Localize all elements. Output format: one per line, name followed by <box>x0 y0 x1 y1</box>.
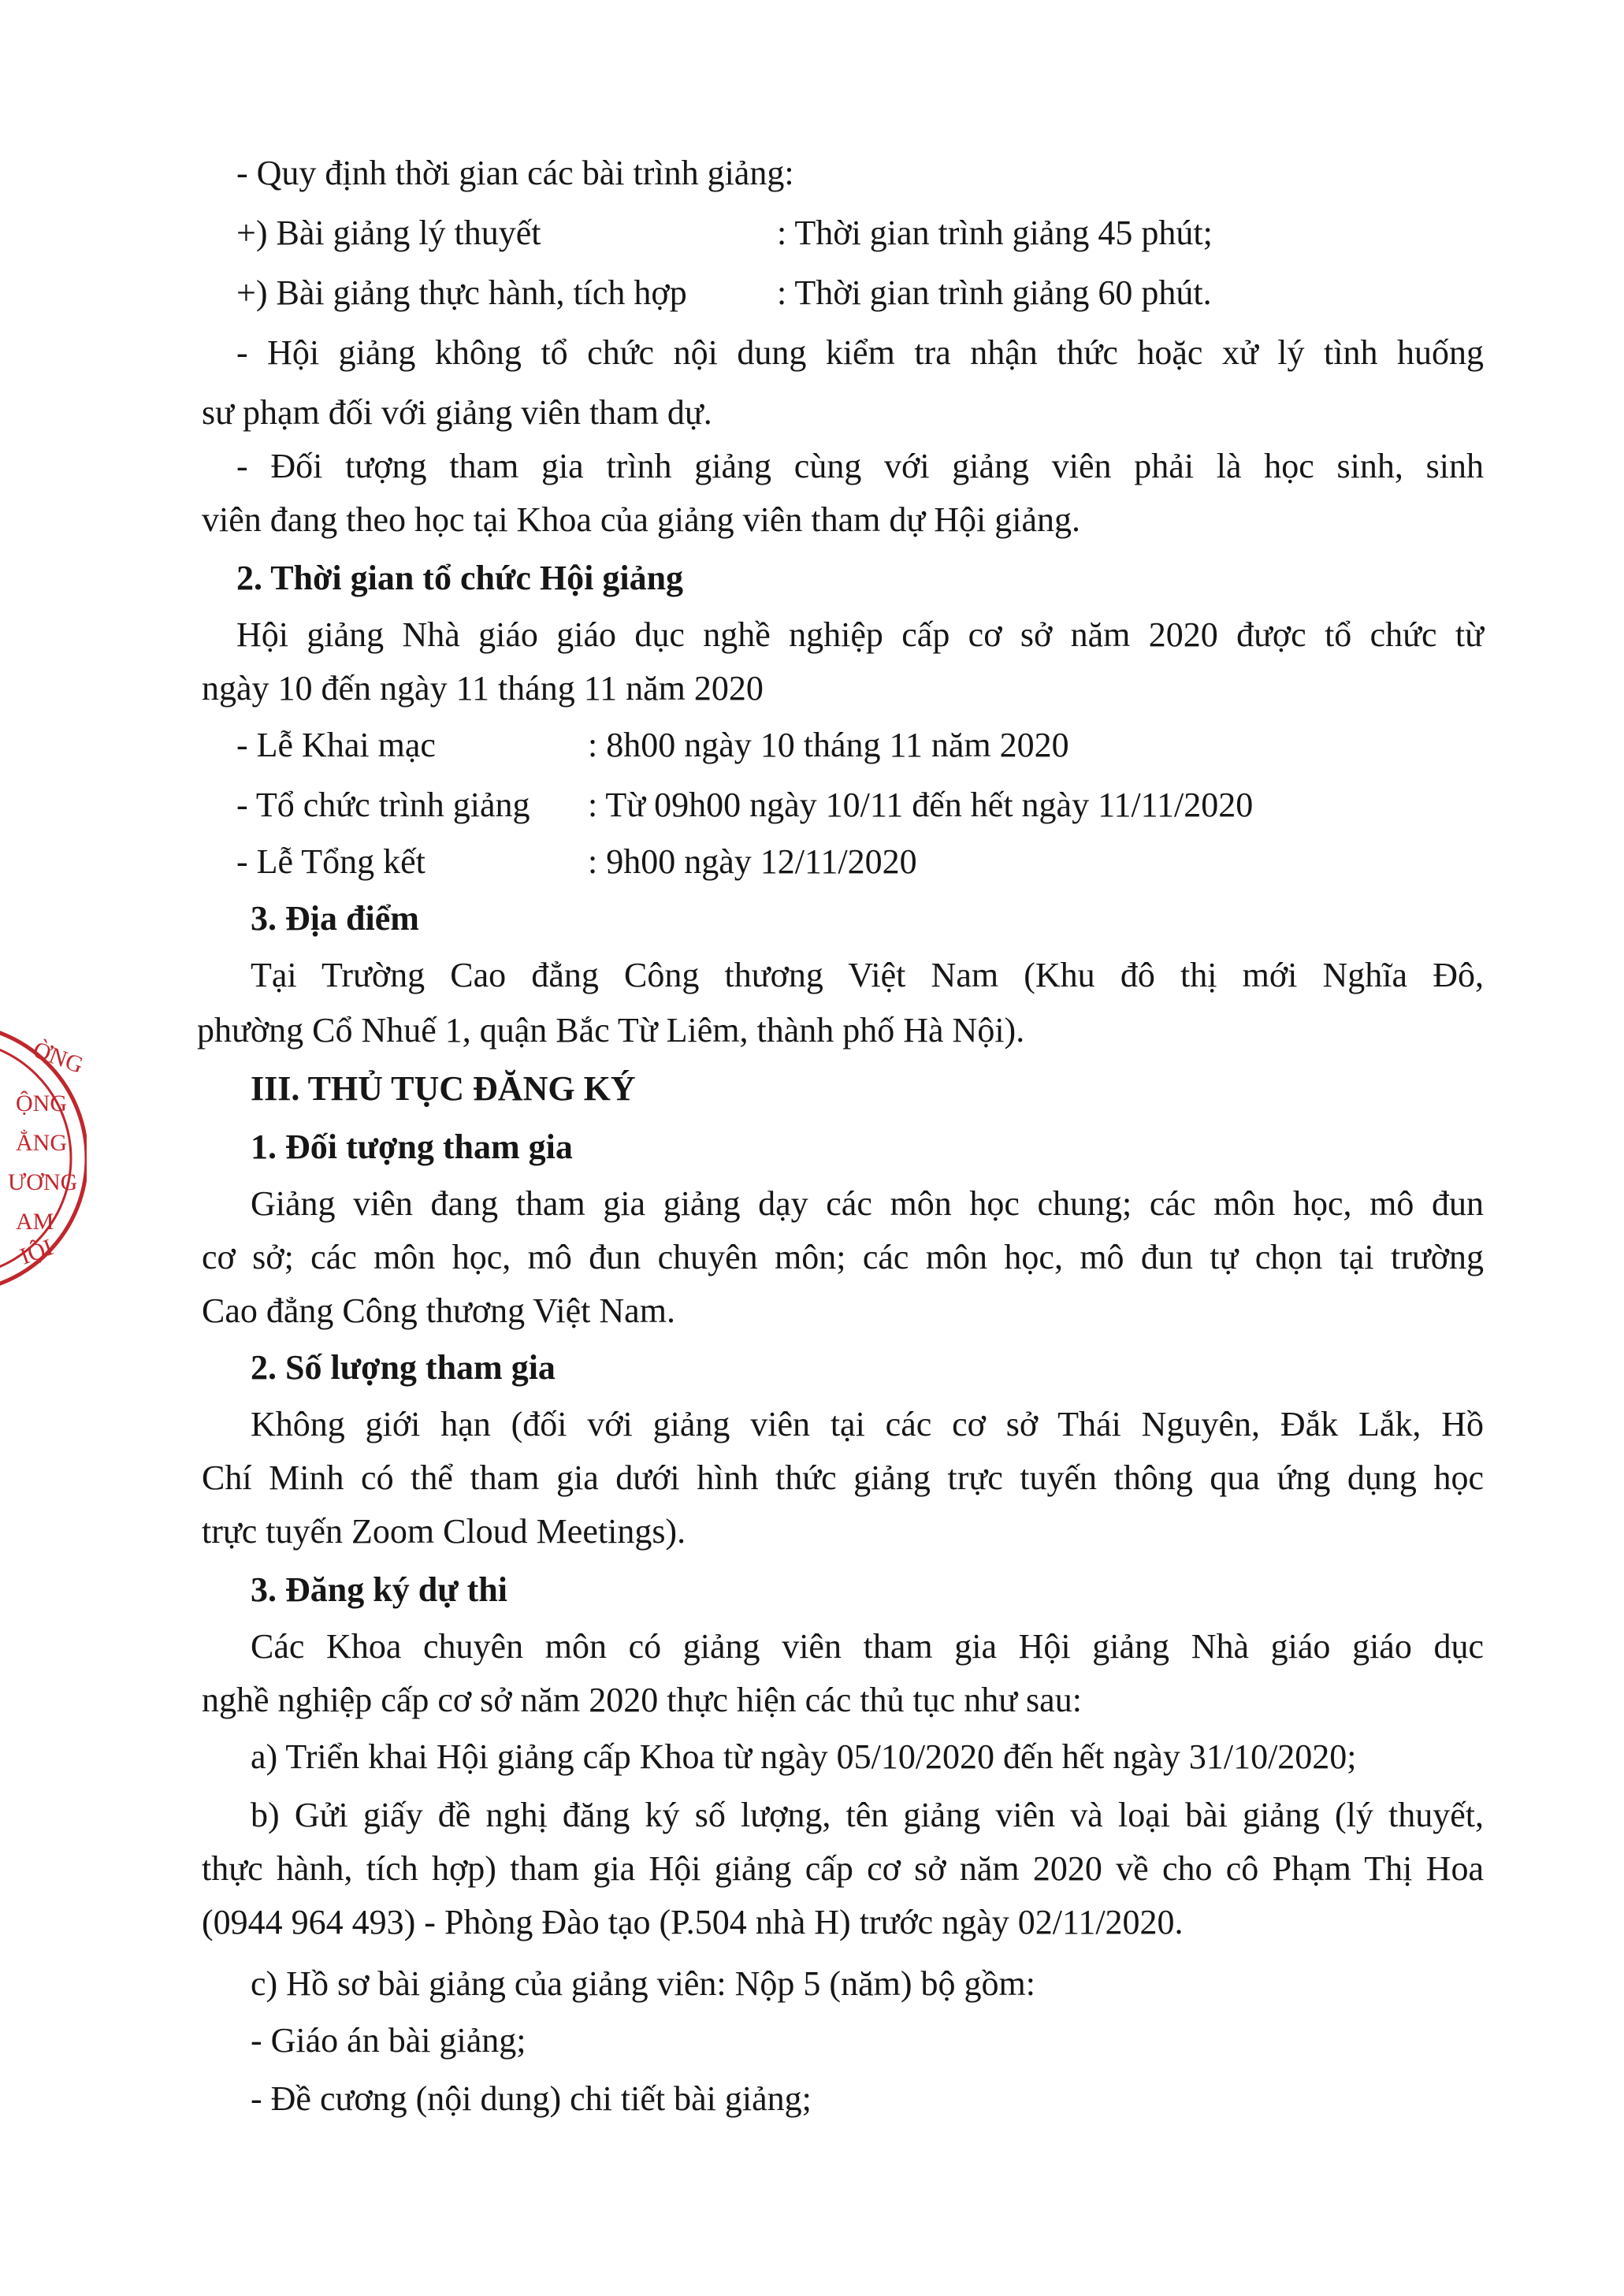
register-line-1: Các Khoa chuyên môn có giảng viên tham gia Hội giảng Nhà giáo giáo dục <box>251 1627 1484 1666</box>
svg-text:AM: AM <box>16 1209 54 1235</box>
no-test-line-1: - Hội giảng không tổ chức nội dung kiểm tra nhận thức hoặc xử lý tình huống <box>236 333 1484 372</box>
target-heading: 1. Đối tượng tham gia <box>251 1128 573 1166</box>
closing-value: : 9h00 ngày 12/11/2020 <box>588 842 917 881</box>
opening-value: : 8h00 ngày 10 tháng 11 năm 2020 <box>588 726 1069 764</box>
svg-text:ƯƠNG: ƯƠNG <box>8 1169 78 1195</box>
register-heading: 3. Đăng ký dự thi <box>251 1570 507 1609</box>
item-b-line-3: (0944 964 493) - Phòng Đào tạo (P.504 nhà H) trước ngày 02/11/2020. <box>202 1903 1184 1941</box>
doc-item-2: - Đề cương (nội dung) chi tiết bài giảng; <box>251 2079 812 2118</box>
svg-text:ỜNG: ỜNG <box>29 1036 87 1079</box>
lecture-value: : Từ 09h00 ngày 10/11 đến hết ngày 11/11/2020 <box>588 786 1254 824</box>
count-heading: 2. Số lượng tham gia <box>251 1348 556 1387</box>
practice-label: +) Bài giảng thực hành, tích hợp <box>236 273 687 312</box>
practice-value: : Thời gian trình giảng 60 phút. <box>777 273 1212 312</box>
target-line-1: Giảng viên đang tham gia giảng dạy các môn học chung; các môn học, mô đun <box>251 1184 1484 1223</box>
section-3-heading: III. THỦ TỤC ĐĂNG KÝ <box>251 1069 636 1108</box>
duration-intro: - Quy định thời gian các bài trình giảng: <box>236 154 794 192</box>
item-c: c) Hồ sơ bài giảng của giảng viên: Nộp 5 (năm) bộ gồm: <box>251 1964 1035 2003</box>
item-b-line-1: b) Gửi giấy đề nghị đăng ký số lượng, tên giảng viên và loại bài giảng (lý thuyết, <box>251 1796 1484 1834</box>
svg-text:IỘI: IỘI <box>17 1234 57 1270</box>
doc-item-1: - Giáo án bài giảng; <box>251 2021 526 2060</box>
count-line-2: Chí Minh có thể tham gia dưới hình thức giảng trực tuyến thông qua ứng dụng học <box>202 1458 1484 1497</box>
lecture-label: - Tổ chức trình giảng <box>236 786 530 824</box>
closing-label: - Lễ Tổng kết <box>236 842 426 881</box>
no-test-line-2: sư phạm đối với giảng viên tham dự. <box>202 393 712 432</box>
red-stamp-seal <box>0 1001 87 1316</box>
location-line-1: Tại Trường Cao đẳng Công thương Việt Nam (Khu đô thị mới Nghĩa Đô, <box>251 956 1484 994</box>
svg-text:ẲNG: ẲNG <box>16 1130 67 1156</box>
time-line-2: ngày 10 đến ngày 11 tháng 11 năm 2020 <box>202 669 764 708</box>
location-heading: 3. Địa điểm <box>251 899 419 938</box>
target-line-2: cơ sở; các môn học, mô đun chuyên môn; các môn học, mô đun tự chọn tại trường <box>202 1238 1484 1276</box>
item-a: a) Triển khai Hội giảng cấp Khoa từ ngày 05/10/2020 đến hết ngày 31/10/2020; <box>251 1737 1357 1776</box>
svg-text:ỘNG: ỘNG <box>16 1090 67 1116</box>
target-line-3: Cao đẳng Công thương Việt Nam. <box>202 1291 675 1330</box>
count-line-1: Không giới hạn (đối với giảng viên tại các cơ sở Thái Nguyên, Đắk Lắk, Hồ <box>251 1405 1484 1443</box>
item-b-line-2: thực hành, tích hợp) tham gia Hội giảng cấp cơ sở năm 2020 về cho cô Phạm Thị Hoa <box>202 1849 1484 1888</box>
count-line-3: trực tuyến Zoom Cloud Meetings). <box>202 1512 686 1551</box>
theory-value: : Thời gian trình giảng 45 phút; <box>777 214 1213 252</box>
location-line-2: phường Cổ Nhuế 1, quận Bắc Từ Liêm, thành phố Hà Nội). <box>197 1011 1025 1050</box>
opening-label: - Lễ Khai mạc <box>236 726 436 764</box>
theory-label: +) Bài giảng lý thuyết <box>236 214 541 252</box>
register-line-2: nghề nghiệp cấp cơ sở năm 2020 thực hiện các thủ tục như sau: <box>202 1681 1082 1719</box>
time-heading: 2. Thời gian tổ chức Hội giảng <box>236 559 684 597</box>
participants-line-1: - Đối tượng tham gia trình giảng cùng với giảng viên phải là học sinh, sinh <box>236 447 1484 485</box>
time-line-1: Hội giảng Nhà giáo giáo dục nghề nghiệp cấp cơ sở năm 2020 được tổ chức từ <box>236 615 1484 654</box>
participants-line-2: viên đang theo học tại Khoa của giảng viên tham dự Hội giảng. <box>202 500 1080 539</box>
